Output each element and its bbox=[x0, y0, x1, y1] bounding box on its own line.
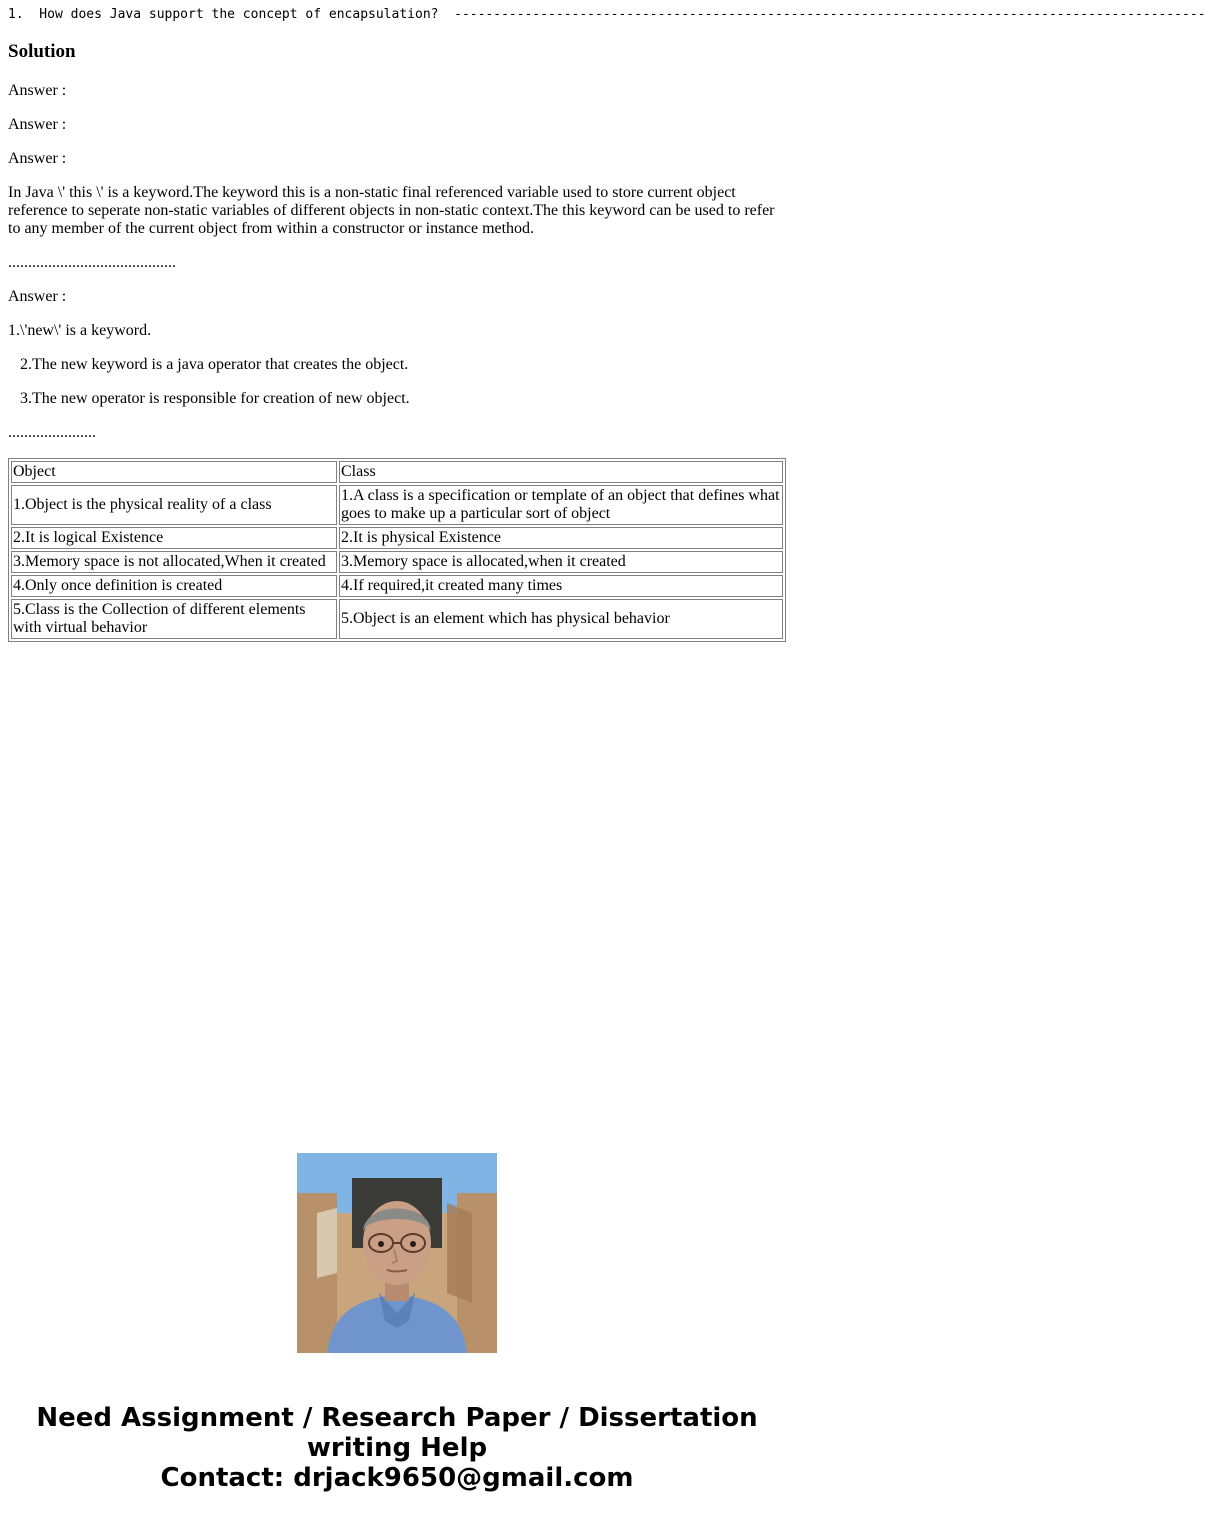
table-cell: 5.Class is the Collection of different elements with virtual behavior bbox=[11, 599, 337, 639]
answer-label-2: Answer : bbox=[8, 116, 67, 133]
author-portrait-image bbox=[297, 1153, 497, 1353]
footer-contact-text: Contact: drjack9650@gmail.com bbox=[160, 1463, 634, 1493]
answer-4-point-2: 2.The new keyword is a java operator that creates the object. bbox=[20, 356, 409, 373]
answer-label-4: Answer : bbox=[8, 288, 67, 305]
table-cell: 1.A class is a specification or template of an object that defines what goes to make up a particular sort of object bbox=[339, 485, 783, 525]
answer-4-point-3: 3.The new operator is responsible for creation of new object. bbox=[20, 390, 410, 407]
table-row bbox=[11, 551, 783, 573]
table-row bbox=[11, 527, 783, 549]
solution-heading: Solution bbox=[8, 41, 76, 62]
object-class-comparison-table bbox=[8, 458, 786, 642]
answer-label-3: Answer : bbox=[8, 150, 67, 167]
table-cell: 4.If required,it created many times bbox=[339, 575, 783, 597]
table-row bbox=[11, 599, 783, 639]
question-text: 1. How does Java support the concept of encapsulation? ------------------------------------------------------------------------------------------------ bbox=[8, 7, 1205, 22]
footer-help-text: Need Assignment / Research Paper / Dissertation writing Help bbox=[36, 1403, 758, 1463]
separator-dots-1: .......................................... bbox=[8, 254, 176, 271]
table-cell: 3.Memory space is allocated,when it created bbox=[339, 551, 783, 573]
table-cell: 1.Object is the physical reality of a class bbox=[11, 485, 337, 525]
footer-banner bbox=[0, 1403, 794, 1493]
table-cell: 2.It is physical Existence bbox=[339, 527, 783, 549]
table-cell: 5.Object is an element which has physical behavior bbox=[339, 599, 783, 639]
answer-label-1: Answer : bbox=[8, 82, 67, 99]
answer-4-point-1: 1.\'new\' is a keyword. bbox=[8, 322, 152, 339]
table-header-class: Class bbox=[339, 461, 783, 483]
separator-dots-2: ...................... bbox=[8, 424, 96, 441]
table-cell: 3.Memory space is not allocated,When it created bbox=[11, 551, 337, 573]
answer-3-text: In Java \' this \' is a keyword.The keyword this is a non-static final referenced variable used to store current object reference to seperate non-static variables of different objects in non-static context.The this keyword can be used to refer to any member of the current object from within a constructor or instance method. bbox=[8, 184, 775, 237]
solution-content bbox=[8, 40, 786, 642]
table-header-row bbox=[11, 461, 783, 483]
author-avatar bbox=[297, 1153, 497, 1353]
table-row bbox=[11, 575, 783, 597]
table-header-object: Object bbox=[11, 461, 337, 483]
table-row bbox=[11, 485, 783, 525]
table-cell: 2.It is logical Existence bbox=[11, 527, 337, 549]
table-cell: 4.Only once definition is created bbox=[11, 575, 337, 597]
